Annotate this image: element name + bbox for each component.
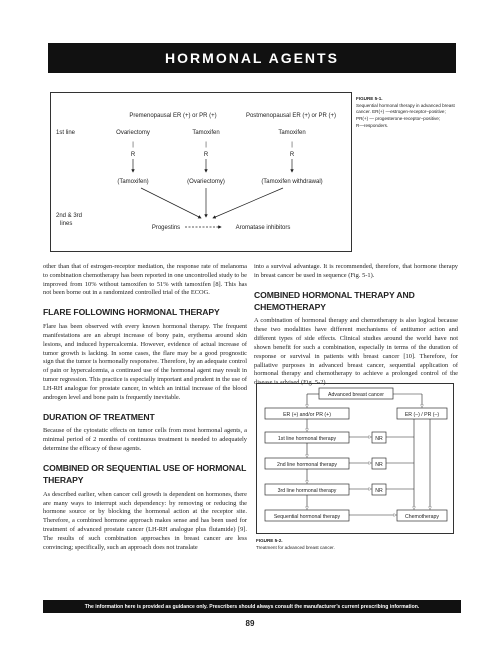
heading-combined-sequential: COMBINED OR SEQUENTIAL USE OF HORMONAL THERAPY [43, 462, 247, 485]
row-label-second-third-a: 2nd & 3rd [56, 213, 83, 219]
figure-5-2-caption [256, 538, 416, 551]
first-line-label: 1st line hormonal therapy [277, 436, 337, 442]
figure-5-2-caption-title: FIGURE 5-2. [256, 538, 283, 543]
responder-label-1: R [130, 152, 136, 158]
left-column [43, 263, 247, 552]
heading-duration: DURATION OF TREATMENT [43, 411, 155, 422]
pipe-2: | [205, 142, 207, 148]
tamoxifen-second-node: (Tamoxifen) [117, 179, 149, 185]
figure-5-2 [256, 383, 454, 534]
tamoxifen-node-post: Tamoxifen [278, 130, 306, 136]
sequential-therapy-diagram [51, 93, 351, 251]
er-positive-label: ER (+) and/or PR (+) [283, 412, 331, 418]
row-label-first-line: 1st line [56, 130, 76, 136]
responder-label-2: R [203, 152, 209, 158]
figure-5-1-caption-line: PR(+) — progesterone-receptor–positive; [356, 115, 441, 121]
page-banner: HORMONAL AGENTS [48, 43, 456, 73]
figure-5-1-caption [356, 96, 456, 129]
figure-5-1 [50, 92, 352, 252]
combined-hormonal-chemo-paragraph: A combination of hormonal therapy and chemotherapy is also logical because these two modalities have different mechanisms of antitumor action and different types of side effects. Clinical studies around the world have not shown benefit for such a combination, especially in terms of the duration of response or survival in patients with breast cancer [10]. Therefore, for palliative purposes in advanced breast cancer, sequential application of hormonal therapy and chemotherapy to achieve a prolonged control of the disease is advised (Fig. 5-2). [254, 317, 458, 387]
second-line-label: 2nd line hormonal therapy [277, 462, 337, 468]
sequential-label: Sequential hormonal therapy [273, 514, 341, 520]
figure-5-1-caption-title: FIGURE 5-1. [356, 96, 383, 101]
ovariectomy-node: Ovariectomy [116, 130, 150, 136]
chemotherapy-label: Chemotherapy [404, 514, 440, 520]
flare-paragraph: Flare has been observed with every known hormonal therapy. The frequent manifestations are an abrupt increase of bony pain, erythema around skin lesions, and induced hypercalcemia. However, evidence of actual increase of tumor growth is lacking. In some cases, the flare may be a good prognostic sign that the tumor is hormonally responsive. Therefore, by an adequate control of pain or hypercalcemia, a continued use of the hormonal agent may result in tumor regression. This practice is especially important and prudent in the use of LH-RH analogue for prostate cancer, in which an initial increase of the blood androgen level and bone pain is frequently inevitable. [43, 323, 247, 401]
nr-label-3: NR [375, 488, 383, 494]
heading-flare: FLARE FOLLOWING HORMONAL THERAPY [43, 307, 220, 318]
row-label-second-third-b: lines [60, 221, 73, 227]
right-column [254, 263, 458, 388]
combined-sequential-paragraph: As described earlier, when cancer cell growth is dependent on hormones, there are many ways to interrupt such dependency: by removing or reducing the hormone source or by blocking the hormonal action at the receptor site. Therefore, a combined hormone approach makes sense and has been used for treatment of advanced prostate cancer (LH-RH analogue plus flutamide) [9]. The results of such combination approaches in breast cancer are less convincing; specifically, such an approach does not translate [43, 490, 247, 551]
tamoxifen-withdrawal-node: (Tamoxifen withdrawal) [261, 179, 323, 185]
tamoxifen-node-pre: Tamoxifen [192, 130, 220, 136]
heading-combined-hormonal-chemo: COMBINED HORMONAL THERAPY AND CHEMOTHERAPY [254, 289, 415, 312]
postmenopausal-header: Postmenopausal ER (+) or PR (+) [245, 113, 337, 119]
right-intro-paragraph: into a survival advantage. It is recommended, therefore, that hormone therapy in breast cancer be used in sequence (Fig. 5-1). [254, 263, 458, 279]
figure-5-1-caption-line: cancer. ER(+) —estrogen-receptor–positive; [356, 109, 446, 115]
footer-disclaimer: The information here is provided as guidance only. Prescribers should always consult the manufacturer’s current prescribing information. [43, 600, 461, 613]
progestins-node: Progestins [151, 225, 181, 231]
aromatase-inhibitors-node: Aromatase inhibitors [235, 225, 291, 231]
pipe-3: | [291, 142, 293, 148]
figure-5-2-caption-text: Treatment for advanced breast cancer. [256, 544, 335, 550]
treatment-flow-diagram [257, 384, 453, 533]
premenopausal-header: Premenopausal ER (+) or PR (+) [129, 113, 217, 119]
ovariectomy-second-node: (Ovariectomy) [187, 179, 225, 185]
left-intro-paragraph: other than that of estrogen-receptor mediation, the response rate of melanoma to combination chemotherapy has been reported in one uncontrolled study to be improved from 10% without tamoxifen to 51% with tamoxifen [8]. This has not been borne out in a randomized controlled trial of the ECOG. [43, 263, 247, 297]
page-number: 89 [245, 619, 255, 628]
advanced-cancer-label: Advanced breast cancer [328, 392, 384, 398]
duration-paragraph: Because of the cytostatic effects on tumor cells from most hormonal agents, a minimal period of 2 months of continuous treatment is needed to adequately determine the efficacy of these agents. [43, 427, 247, 453]
nr-label-1: NR [375, 436, 383, 442]
responder-label-3: R [289, 152, 295, 158]
er-negative-label: ER (–) / PR (–) [404, 412, 440, 418]
pipe-1: | [132, 142, 134, 148]
figure-5-1-caption-line: R—responders. [356, 122, 389, 128]
third-line-label: 3rd line hormonal therapy [277, 488, 337, 494]
nr-label-2: NR [375, 462, 383, 468]
figure-5-1-caption-line: Sequential hormonal therapy in advanced breast [356, 102, 455, 108]
